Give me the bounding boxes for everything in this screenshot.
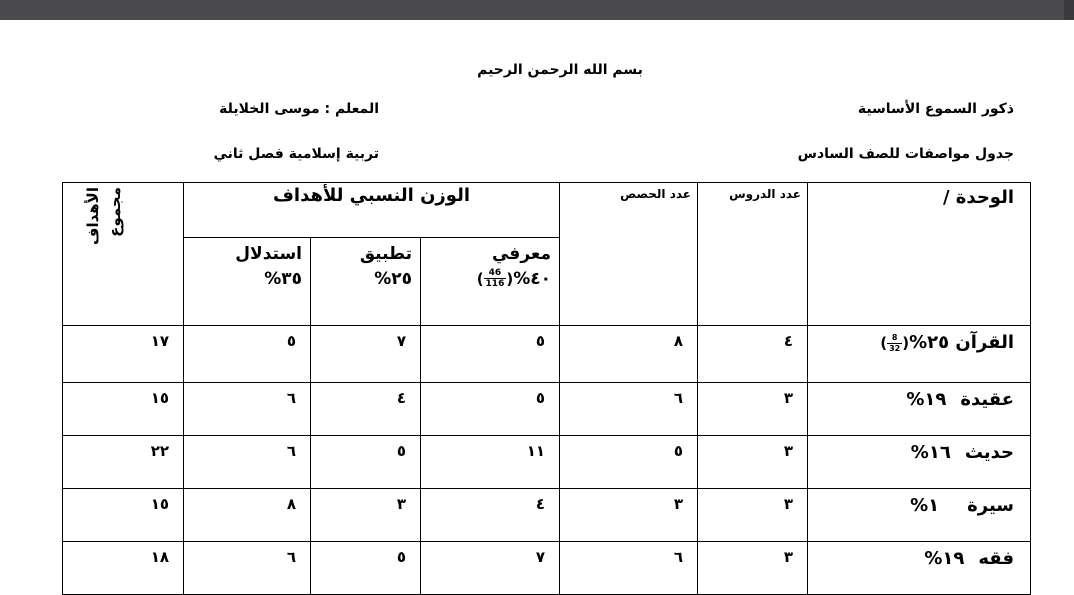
unit-name: فقه: [978, 548, 1015, 569]
header-knowledge-label: معرفي: [491, 244, 552, 264]
cell-unit: [808, 436, 1031, 489]
unit-pct: ٢٥%: [909, 332, 950, 353]
table-row: [63, 326, 1031, 383]
table-row: [63, 489, 1031, 542]
cell-knowledge: ٥: [421, 383, 560, 436]
cell-total: ١٧: [63, 326, 184, 383]
cell-application: ٤: [311, 383, 421, 436]
header-total-objectives: [63, 183, 184, 326]
header-reasoning-pct: ٣٥%: [264, 268, 302, 289]
cell-unit: [808, 489, 1031, 542]
header-relative-weights: الوزن النسبي للأهداف: [184, 183, 560, 238]
cell-periods: ٦: [560, 383, 698, 436]
cell-unit: [808, 383, 1031, 436]
specification-table: [62, 182, 1031, 595]
cell-reasoning: ٥: [184, 326, 311, 383]
unit-pct: ١٩%: [924, 548, 965, 569]
header-reasoning: [184, 238, 311, 326]
cell-lessons: ٤: [698, 326, 808, 383]
cell-knowledge: ٥: [421, 326, 560, 383]
header-application: [311, 238, 421, 326]
unit-pct: ١٩%: [906, 389, 947, 410]
table-row: [63, 542, 1031, 595]
cell-reasoning: ٨: [184, 489, 311, 542]
unit-name: حديث: [964, 442, 1015, 463]
cell-reasoning: ٦: [184, 383, 311, 436]
unit-fraction: $\frac{8}{32}$: [889, 332, 901, 353]
cell-periods: ٣: [560, 489, 698, 542]
unit-pct: ١٦%: [910, 442, 951, 463]
cell-application: ٥: [311, 542, 421, 595]
cell-lessons: ٣: [698, 436, 808, 489]
header-lessons-count: عدد الدروس: [698, 183, 808, 326]
teacher-name: المعلم : موسى الخلايلة: [219, 101, 379, 117]
cell-unit: [808, 542, 1031, 595]
header-total-line2: الأهداف: [84, 187, 102, 245]
cell-application: ٥: [311, 436, 421, 489]
window-top-bar-edge: [1064, 0, 1074, 20]
unit-name: عقيدة: [960, 389, 1015, 410]
unit-name: سيرة: [967, 495, 1015, 516]
cell-reasoning: ٦: [184, 436, 311, 489]
cell-knowledge: ٤: [421, 489, 560, 542]
cell-knowledge: ٧: [421, 542, 560, 595]
cell-knowledge: ١١: [421, 436, 560, 489]
cell-lessons: ٣: [698, 383, 808, 436]
cell-periods: ٦: [560, 542, 698, 595]
cell-total: ١٥: [63, 383, 184, 436]
subject-label: تربية إسلامية فصل ثاني: [213, 146, 379, 162]
school-name: ذكور السموع الأساسية: [857, 101, 1014, 117]
header-knowledge-pct: ٤٠%: [513, 268, 552, 289]
basmala-heading: بسم الله الرحمن الرحيم: [477, 62, 643, 78]
table-row: [63, 436, 1031, 489]
table-row: [63, 383, 1031, 436]
cell-lessons: ٣: [698, 489, 808, 542]
cell-total: ١٨: [63, 542, 184, 595]
header-knowledge-fraction: $\frac{46}{116}$: [485, 268, 505, 290]
window-top-bar: [0, 0, 1074, 20]
spec-table-title: جدول مواصفات للصف السادس: [797, 146, 1014, 162]
cell-total: ٢٢: [63, 436, 184, 489]
header-periods-count: عدد الحصص: [560, 183, 698, 326]
cell-unit: القرآن ٢٥%( $\frac{8}{32}$ ): [808, 326, 1031, 383]
header-application-label: تطبيق: [359, 244, 412, 264]
cell-application: ٣: [311, 489, 421, 542]
cell-reasoning: ٦: [184, 542, 311, 595]
cell-application: ٧: [311, 326, 421, 383]
cell-lessons: ٣: [698, 542, 808, 595]
header-total-line1: مجموع: [106, 187, 124, 237]
header-unit: الوحدة /: [808, 183, 1031, 326]
cell-total: ١٥: [63, 489, 184, 542]
cell-periods: ٥: [560, 436, 698, 489]
header-application-pct: ٢٥%: [374, 268, 412, 289]
unit-name: القرآن: [955, 332, 1015, 353]
header-knowledge: معرفي ٤٠%( $\frac{46}{116}$ ): [421, 238, 560, 326]
cell-periods: ٨: [560, 326, 698, 383]
header-reasoning-label: استدلال: [235, 244, 302, 264]
unit-pct: ١%: [910, 495, 940, 516]
